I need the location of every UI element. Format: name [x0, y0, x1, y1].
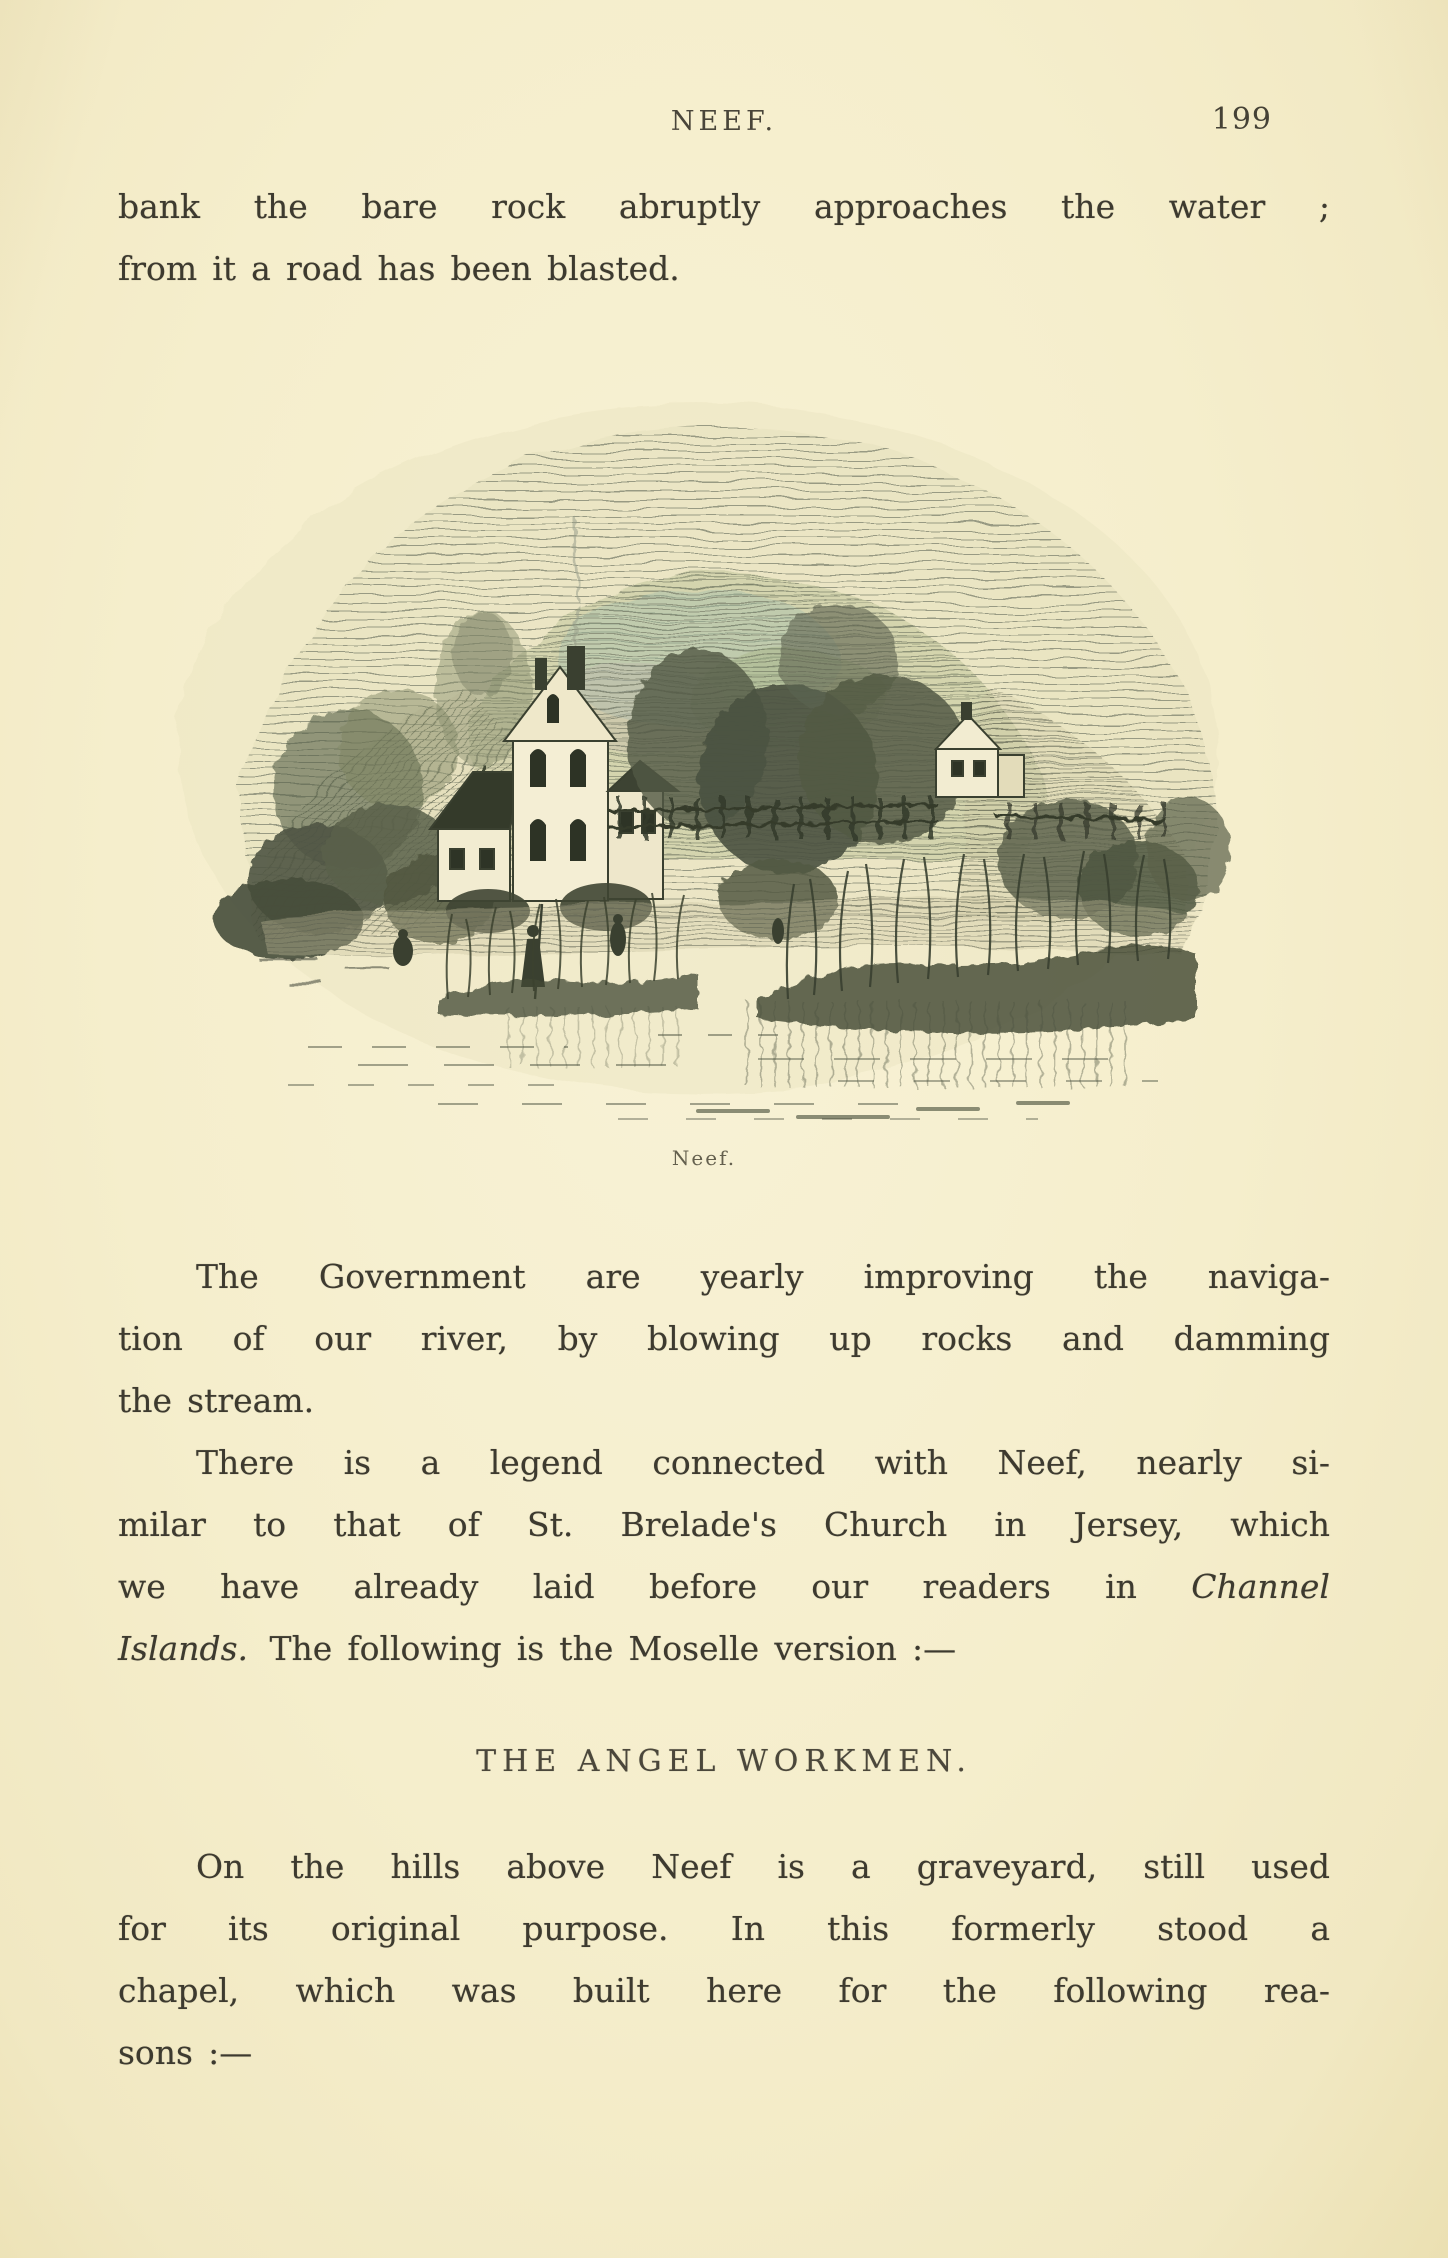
- section-heading: THE ANGEL WORKMEN.: [476, 1744, 972, 1779]
- engraving-illustration: [138, 358, 1270, 1130]
- text-line: milar to that of St. Brelade's Church in Jersey, which: [118, 1505, 1330, 1544]
- text-line: from it a road has been blasted.: [118, 249, 680, 288]
- text-line: bank the bare rock abruptly approaches the water ;: [118, 187, 1330, 226]
- text-line: There is a legend connected with Neef, nearly si-: [196, 1443, 1330, 1482]
- text-line: tion of our river, by blowing up rocks and damming: [118, 1319, 1330, 1358]
- page-number: 199: [1211, 102, 1272, 137]
- paragraph-graveyard: [118, 1836, 1330, 2084]
- text-line: chapel, which was built here for the following rea-: [118, 1971, 1330, 2010]
- figure-caption: Neef.: [671, 1146, 737, 1170]
- fence: [608, 797, 1170, 839]
- text-line: On the hills above Neef is a graveyard, still used: [196, 1847, 1330, 1886]
- text-line: for its original purpose. In this formerly stood a: [118, 1909, 1330, 1948]
- text-line: sons :—: [118, 2033, 253, 2072]
- paragraph-bank-rock: [118, 176, 1330, 300]
- text-line: the stream.: [118, 1381, 315, 1420]
- text-line: Islands. The following is the Moselle version :—: [118, 1629, 957, 1668]
- paragraphs-government-legend: [118, 1246, 1330, 1680]
- text-line: we have already laid before our readers in Channel: [118, 1567, 1330, 1606]
- engraving-figure: [138, 358, 1270, 1170]
- running-head: [118, 102, 1330, 150]
- running-title: NEEF.: [670, 106, 778, 137]
- text-line: The Government are yearly improving the naviga-: [196, 1257, 1330, 1296]
